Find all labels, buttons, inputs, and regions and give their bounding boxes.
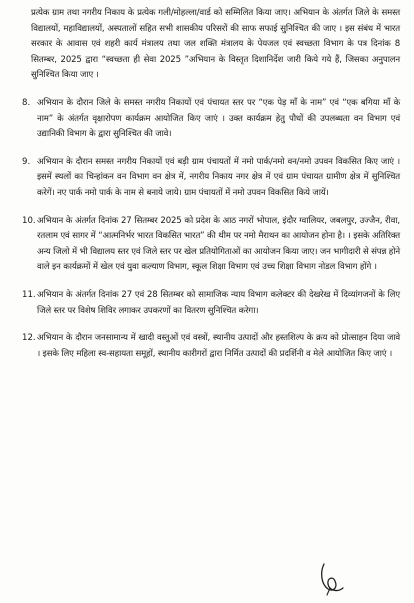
item-text: अभियान के दौरान समस्त नगरीय निकायों एवं बड़ी ग्राम पंचायतों में नमो पार्क/नमो वन/नमो उपवन विकसित किए जाएं । इसमें स्थलों का चिन्हांकन वन विभाग वन क्षेत्र में, नगरीय निकाय नगर क्षेत्र में एवं ग्राम पंचायत ग्रामीण क्षेत्र में सुनिश्चित करेगें। नए पार्क नमो पार्क के नाम से बनाये जाये। ग्राम पंचायतों में नमो उपवन विकसित किये जायें। [37,156,400,198]
list-item [22,214,400,276]
list-item [22,96,400,143]
item-text: अभियान के अंतर्गत दिनांक 27 एवं 28 सितम्बर को सामाजिक न्याय विभाग कलेक्टर की देखरेख में दिव्यांगजनों के लिए जिले स्तर पर विशेष शिविर लगाकर उपकरणों का वितरण सुनिश्चित करेगा। [37,289,400,316]
item-number: 12. [22,333,36,344]
item-text: अभियान के दौरान जिले के समस्त नगरीय निकायों एवं पंचायत स्तर पर “एक पेड़ माँ के नाम” एवं “एक बगिया माँ के नाम” के अंतर्गत वृक्षारोपण कार्यक्रम आयोजित किए जाएं । उक्त कार्यक्रम हेतु पौधों की उपलब्धता वन विभाग एवं उद्यानिकी विभाग के द्वारा सुनिश्चित की जावे। [37,97,400,140]
signature [318,558,346,596]
list-item [22,288,400,319]
list-item [22,155,400,202]
item-text: अभियान के अंतर्गत दिनांक 27 सितम्बर 2025 को प्रदेश के आठ नगरों भोपाल, इंदौर ग्वालियर, जबलपुर, उज्जैन, रीवा, रतलाम एवं सागर में “आत्मनिर्भर भारत विकसित भारत” की थीम पर नमो मैराथन का आयोजन होना है। । इसके अतिरिक्त अन्य जिलो में भी विद्यालय स्तर एवं जिले स्तर पर खेल प्रतियोगिताओं का आयोजन किया जाए। जन भागीदारी से संपन्न होने वाले इन कार्यक्रमों में खेल एवं युवा कल्याण विभाग, स्कूल शिक्षा विभाग एवं उच्च शिक्षा विभाग नोडल विभाग होंगे । [37,215,400,273]
list-item [22,331,400,362]
item-number: 9. [22,156,31,167]
intro-paragraph: प्रत्येक ग्राम तथा नगरीय निकाय के प्रत्येक गली/मोहल्ला/वार्ड को सम्मिलित किया जाए। अभियान के अंतर्गत जिले के समस्त विद्यालयों, महाविद्यालयों, अस्पतालों सहित सभी शासकीय परिसरों की साफ सफाई सुनिश्चित की जाए । इस संबंध में भारत सरकार के आवास एवं शहरी कार्य मंत्रालय तथा जल शक्ति मंत्रालय के पेयजल एवं स्वच्छता विभाग के पत्र दिनांक 8 सितम्बर, 2025 द्वारा “स्वच्छता ही सेवा 2025 ”अभियान के विस्तृत दिशानिर्देश जारी किये गये हैं, जिसका अनुपालन सुनिश्चित किया जाए । [31,8,400,81]
item-number: 11. [22,289,36,300]
item-number: 8. [22,97,31,108]
item-number: 10. [22,215,36,226]
item-text: अभियान के दौरान जनसामान्य में खादी वस्तुओं एवं वस्त्रों, स्थानीय उत्पादों और हस्तशिल्प के क्रय को प्रोत्साहन दिया जावे । इसके लिए महिला स्व-सहायता समूहों, स्थानीय कारीगरों द्वारा निर्मित उत्पादों की प्रदर्शिनी व मेले आयोजित किए जाएं । [37,333,400,359]
